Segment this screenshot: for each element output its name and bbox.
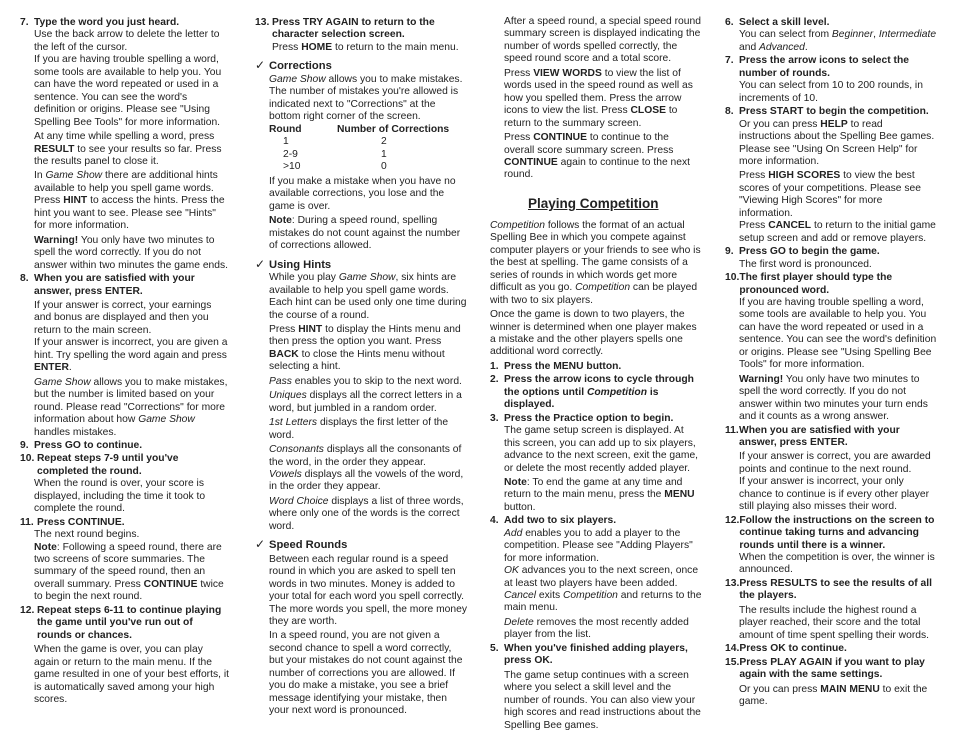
checkmark-icon: ✓ xyxy=(255,537,266,552)
warning-text: Warning! You only have two minutes to spell the word correctly. If you do not answer within two minutes your turn ends and it counts as a wrong answer. xyxy=(739,373,928,423)
step-6: 6. Select a skill level. xyxy=(725,17,830,28)
step-8-text: Press CANCEL to return to the initial game setup screen and add or remove players. xyxy=(739,220,936,244)
step-9: 9. Press GO to begin the game. xyxy=(725,246,880,258)
option-delete: Delete removes the most recently added player from the list. xyxy=(504,616,689,641)
column-3 xyxy=(490,16,702,732)
speed-rounds-text: In a speed round, you are not given a second chance to spell a word correctly, but your mistakes do not count against the number of corrections you are allowed. If you do make a mistake, you see a brief message identifying your mistake, then your next word is pronounced. xyxy=(269,630,463,717)
hints-heading: ✓ Using Hints xyxy=(255,256,332,271)
table-row: >10 0 xyxy=(283,161,387,173)
table-header-row xyxy=(269,124,449,137)
column-4 xyxy=(725,16,937,708)
step-3: 3. Press the Practice option to begin. xyxy=(490,412,674,424)
step-11-text: The next round begins. xyxy=(34,529,140,541)
warning-text: Warning! You only have two minutes to spell the word correctly. If you do not answer within two minutes the game ends. xyxy=(34,234,229,271)
competition-intro: Once the game is down to two players, the winner is determined when one player makes a mistake and the other players spells one additional word correctly. xyxy=(490,309,697,358)
speed-summary-text: Press CONTINUE to continue to the overall score summary screen. Press CONTINUE again to continue to the next round. xyxy=(504,132,691,181)
hints-text: Press HINT to display the Hints menu and then press the option you want. Press BACK to close the Hints menu without selecting a hint. xyxy=(269,323,461,373)
step-8: 8. Press START to begin the competition. xyxy=(725,106,929,118)
column-1 xyxy=(20,16,230,706)
step-13-text: The results include the highest round a player reached, their score and the total amount of time spent spelling their words. xyxy=(739,604,930,641)
step-10: 10. The first player should type the pronounced word. xyxy=(725,272,893,296)
column-2 xyxy=(255,16,467,718)
step-12: 12. Repeat steps 6-11 to continue playing the game until you've run out of rounds or chances. xyxy=(20,604,222,641)
step-12-text: When the competition is over, the winner is announced. xyxy=(739,552,935,576)
step-7-text: In Game Show there are additional hints available to help you spell game words. Press HINT to access the hints. Press the hint you want to see. Please see "Hints" for more information. xyxy=(34,170,225,232)
hint-uniques: Uniques displays all the correct letters in a word, but jumbled in a random order. xyxy=(269,390,462,414)
step-7: 7. Type the word you just heard. xyxy=(20,17,180,28)
speed-summary-text: After a speed round, a special speed round summary screen is displayed indicating the number of words spelled correctly, the speed round score and a total score. xyxy=(504,16,701,65)
step-2: 2. Press the arrow icons to cycle through the options until Competition is displayed. xyxy=(490,374,694,411)
hints-text: While you play Game Show, six hints are available to help you spell game words. Each hint can be used only one time during the course of a round. xyxy=(269,272,467,321)
step-7-text: You can select from 10 to 200 rounds, in increments of 10. xyxy=(739,80,923,104)
corrections-table xyxy=(269,124,449,174)
step-14: 14. Press OK to continue. xyxy=(725,643,847,655)
speed-summary-text: Press VIEW WORDS to view the list of words used in the speed round as well as how you spelled them. Press the arrow icons to view the list. Press CLOSE to return to the summary screen. xyxy=(504,67,693,129)
step-9-text: The first word is pronounced. xyxy=(739,258,872,270)
step-15: 15. Press PLAY AGAIN if you want to play again with the same settings. xyxy=(725,656,925,681)
step-12: 12. Follow the instructions on the screen to continue taking turns and advancing rounds until there is a winner. xyxy=(725,514,935,551)
table-row: 1 2 xyxy=(283,136,387,148)
speed-rounds-heading: ✓ Speed Rounds xyxy=(255,537,348,552)
table-header: Number of Corrections xyxy=(337,123,450,135)
step-4: 4. Add two to six players. xyxy=(490,515,617,527)
option-cancel: Cancel exits Competition and returns to the main menu. xyxy=(504,590,702,614)
step-12-text: When the game is over, you can play again or return to the main menu. If the game resulted in one of your best efforts, it is automatically saved among your high scores. xyxy=(34,644,229,706)
table-header: Round xyxy=(269,123,302,135)
step-11-text: If your answer is correct, you are awarded points and continue to the next round. xyxy=(739,451,931,475)
table-row: 2-9 1 xyxy=(283,148,387,160)
step-7-text: If you are having trouble spelling a word, some tools are available to help you. You can have the word repeated or used in a sentence. You can see the word's definition or origins. Please see "Using Spelling Bee Tools" for more information. xyxy=(34,54,222,128)
checkmark-icon: ✓ xyxy=(255,256,266,271)
step-8-text: Press HIGH SCORES to view the best scores of your competitions. Please see "Viewing High Scores" for more information. xyxy=(739,170,922,219)
step-13: 13. Press RESULTS to see the results of all the players. xyxy=(725,577,932,602)
note-text: Note: During a speed round, spelling mistakes do not count against the number of corrections allowed. xyxy=(269,215,461,252)
step-10-text: When the round is over, your score is displayed, including the time it took to complete the round. xyxy=(34,478,206,515)
competition-intro: Competition follows the format of an actual Spelling Bee in which you compete against computer players or your friends to see who is the best at spelling. The game consists of a series of rounds in which words get more difficult as you go. Competition can be played with two to six players. xyxy=(490,219,701,306)
step-7-text: At any time while spelling a word, press RESULT to see your results so far. Press the results panel to close it. xyxy=(34,131,222,167)
step-10: 10. Repeat steps 7-9 until you've completed the round. xyxy=(20,453,179,477)
step-8-text: If your answer is correct, your earnings and bonus are displayed and then you return to the main screen. xyxy=(34,299,212,336)
step-10-text: If you are having trouble spelling a word, some tools are available to help you. You can have the word repeated or used in a sentence. You can see the word's definition or origins. Please see "Using Spelling Bee Tools" for more information. xyxy=(739,296,937,371)
step-8-text: Or you can press HELP to read instructions about the Spelling Bee games. Please see "Using On Screen Help" for more information. xyxy=(739,118,935,167)
step-3-text: The game setup screen is displayed. At this screen, you can add up to six players, advance to the next screen, exit the game, or delete the most recently added player. xyxy=(504,425,699,474)
step-9: 9. Press GO to continue. xyxy=(20,439,143,451)
step-8-text: Game Show allows you to make mistakes, but the number is limited based on your round. Please read "Corrections" for more information about how Game Show handles mistakes. xyxy=(34,376,228,438)
checkmark-icon: ✓ xyxy=(255,58,266,73)
hint-first-letters: 1st Letters displays the first letter of the word. xyxy=(269,417,449,441)
speed-rounds-text: Between each regular round is a speed round in which you are asked to spell ten words in two minutes. Money is added to your total for each word you spell correctly. The more words you spell, the more money they are worth. xyxy=(269,553,468,627)
step-6-text: You can select from Beginner, Intermediate and Advanced. xyxy=(739,29,937,53)
step-7-text: Use the back arrow to delete the letter to the left of the cursor. xyxy=(34,29,220,53)
corrections-heading: ✓ Corrections xyxy=(255,58,332,73)
corrections-text: Game Show allows you to make mistakes. The number of mistakes you're allowed is indicated next to "Corrections" at the bottom right corner of the screen. xyxy=(269,73,463,123)
section-heading: Playing Competition xyxy=(528,195,659,211)
step-7: 7. Press the arrow icons to select the number of rounds. xyxy=(725,55,909,79)
step-13: 13. Press TRY AGAIN to return to the character selection screen. xyxy=(255,17,435,41)
hint-word-choice: Word Choice displays a list of three words, where only one of the words is the correct word. xyxy=(269,495,464,532)
step-13-text: Press HOME to return to the main menu. xyxy=(272,41,459,53)
step-8: 8. When you are satisfied with your answer, press ENTER. xyxy=(20,273,195,297)
hint-consonants: Consonants displays all the consonants of the word, in the order they appear. xyxy=(269,444,462,468)
step-11: 11. When you are satisfied with your answer, press ENTER. xyxy=(725,424,900,448)
step-11: 11. Press CONTINUE. xyxy=(20,516,125,528)
step-8-text: If your answer is incorrect, you are given a hint. Try spelling the word again and press ENTER. xyxy=(34,337,228,374)
corrections-text: If you make a mistake when you have no available corrections, you lose and the game is over. xyxy=(269,176,456,212)
note-text: Note: To end the game at any time and return to the main menu, press the MENU button. xyxy=(504,476,695,513)
hint-pass: Pass enables you to skip to the next word. xyxy=(269,375,462,387)
step-5-text: The game setup continues with a screen where you select a skill level and the number of rounds. You can also view your high scores and read instructions about the Spelling Bee games. xyxy=(504,669,701,731)
option-ok: OK advances you to the next screen, once at least two players have been added. xyxy=(504,565,699,589)
step-15-text: Or you can press MAIN MENU to exit the game. xyxy=(739,683,928,708)
step-1: 1. Press the MENU button. xyxy=(490,360,622,372)
step-5: 5. When you've finished adding players, press OK. xyxy=(490,642,688,667)
option-add: Add enables you to add a player to the competition. Please see "Adding Players" for more information. xyxy=(504,527,693,564)
step-11-text: If your answer is incorrect, your only chance to continue is if every other player still playing also misses their word. xyxy=(739,476,930,513)
hint-vowels: Vowels displays all the vowels of the word, in the order they appear. xyxy=(269,468,464,493)
note-text: Note: Following a speed round, there are two screens of score summaries. The summary of the speed round, then an overall summary. Press CONTINUE twice to begin the next round. xyxy=(34,541,224,603)
